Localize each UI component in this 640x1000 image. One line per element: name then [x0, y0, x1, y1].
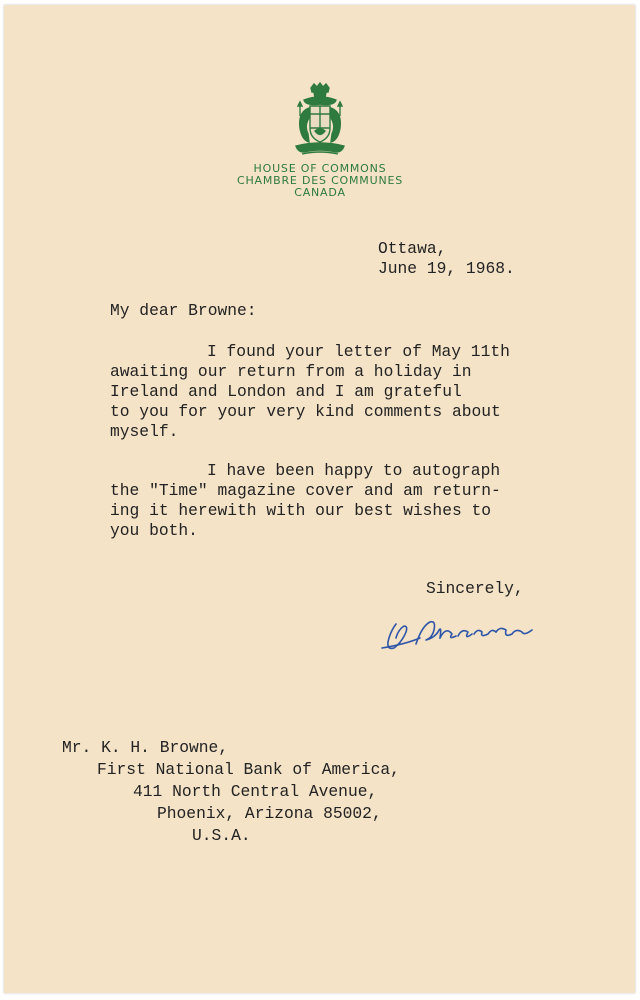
paragraph2-line: ing it herewith with our best wishes to: [110, 501, 492, 520]
coat-of-arms-icon: [290, 82, 350, 158]
address-line-city: Phoenix, Arizona 85002,: [157, 804, 382, 823]
paragraph1-line: I found your letter of May 11th: [207, 342, 510, 361]
address-line-institution: First National Bank of America,: [97, 760, 400, 779]
paragraph2-line: I have been happy to autograph: [207, 461, 501, 480]
letterhead-canada: CANADA: [294, 186, 346, 199]
signature: [376, 604, 576, 656]
paragraph1-line: Ireland and London and I am grateful: [110, 382, 462, 401]
paragraph2-line: you both.: [110, 521, 198, 540]
letterhead-house-of-commons: HOUSE OF COMMONS: [253, 162, 387, 175]
address-line-name: Mr. K. H. Browne,: [62, 738, 229, 757]
paragraph1-line: to you for your very kind comments about: [110, 402, 501, 421]
paragraph1-line: awaiting our return from a holiday in: [110, 362, 472, 381]
paragraph2-line: the "Time" magazine cover and am return-: [110, 481, 501, 500]
letterhead-chambre-des-communes: CHAMBRE DES COMMUNES: [236, 174, 404, 187]
paragraph1-line: myself.: [110, 422, 179, 441]
dateline-date: June 19, 1968.: [378, 259, 515, 278]
address-line-street: 411 North Central Avenue,: [133, 782, 378, 801]
address-line-country: U.S.A.: [192, 826, 251, 845]
dateline-place: Ottawa,: [378, 239, 447, 258]
closing: Sincerely,: [426, 579, 524, 598]
salutation: My dear Browne:: [110, 301, 257, 320]
